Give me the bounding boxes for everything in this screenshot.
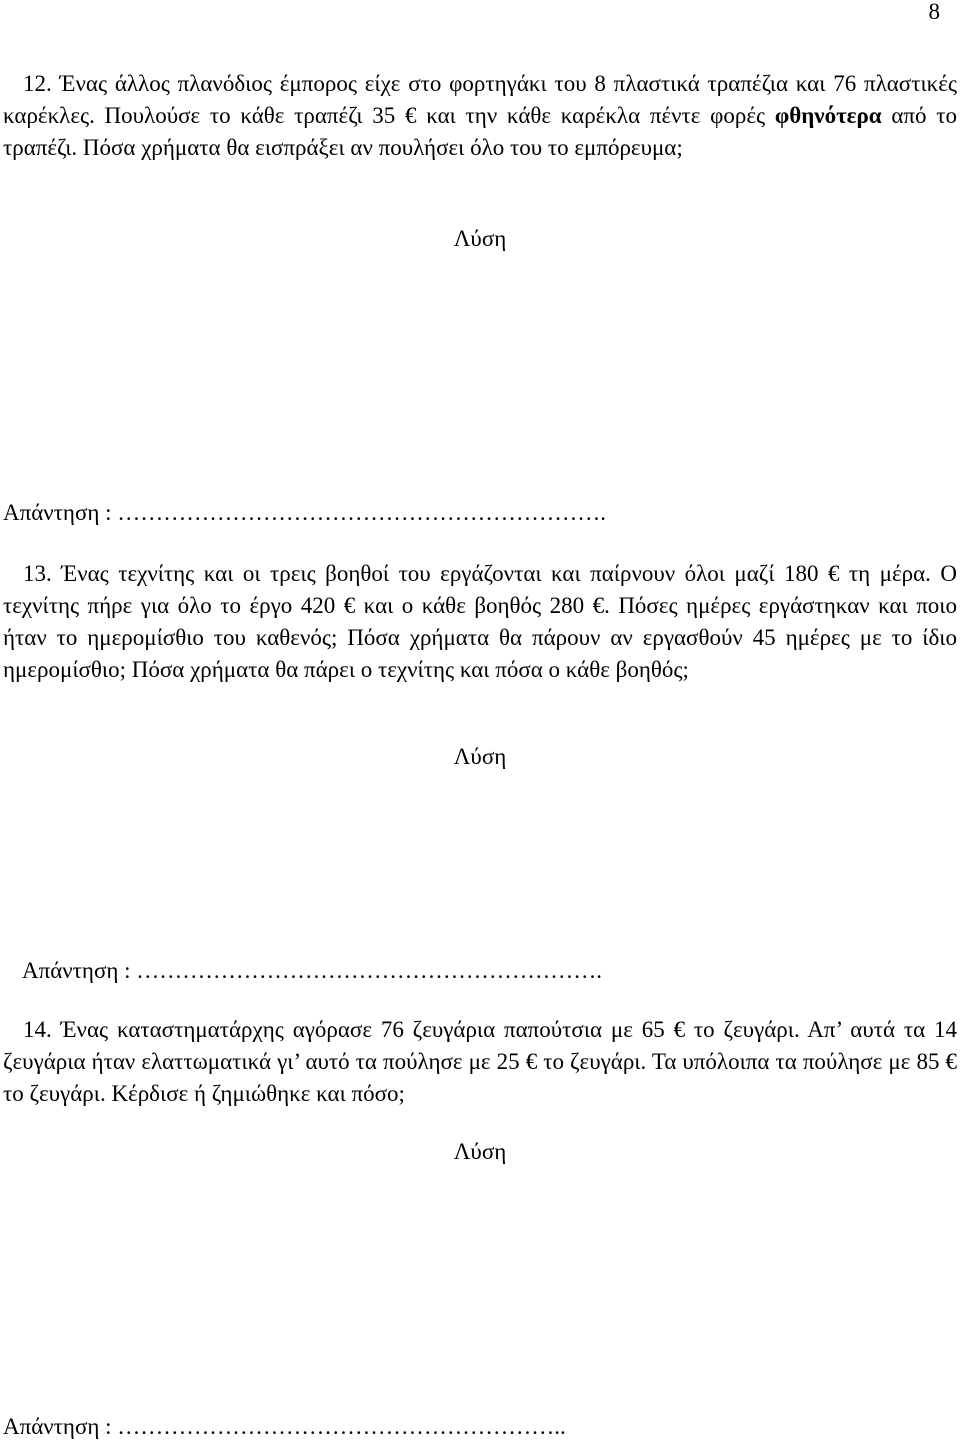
problem-13-body: Ένας τεχνίτης και οι τρεις βοηθοί του εργάζονται και παίρνουν όλοι μαζί 180 € τη μέρα. Ο τεχνίτης πήρε για όλο το έργο 420 € και ο κάθε βοηθός 280 €. Πόσες ημέρες εργάστηκαν και ποιο ήταν το ημερομίσθιο του καθενός; Πόσα χρήματα θα πάρουν αν εργασθούν 45 ημέρες με το ίδιο ημερομίσθιο; Πόσα χρήματα θα πάρει ο τεχνίτης και πόσα ο κάθε βοηθός; (3, 561, 958, 682)
problem-14-answer-line (3, 1411, 566, 1443)
problem-12-text (3, 68, 957, 164)
problem-13-number: 13. (23, 561, 52, 586)
problem-12-solution-label: Λύση (453, 226, 507, 251)
problem-13-answer-label: Απάντηση : (22, 958, 131, 983)
problem-14-number: 14. (23, 1017, 52, 1042)
problem-13-solution-label: Λύση (453, 744, 507, 769)
problem-14-body: Ένας καταστηματάρχης αγόρασε 76 ζευγάρια παπούτσια με 65 € το ζευγάρι. Απ’ αυτά τα 14 ζευγάρια ήταν ελαττωματικά γι’ αυτό τα πούλησε με 25 € το ζευγάρι. Τα υπόλοιπα τα πούλησε με 85 € το ζευγάρι. Κέρδισε ή ζημιώθηκε και πόσο; (3, 1017, 957, 1106)
problem-14-answer-blank[interactable]: ………………………………………………….. (117, 1414, 566, 1439)
problem-12 (3, 68, 957, 164)
problem-12-answer-label: Απάντηση : (3, 500, 112, 525)
problem-13-text (3, 558, 957, 686)
problem-12-bold-word: φθηνότερα (774, 103, 882, 128)
problem-12-answer-blank[interactable]: ………………………………………………………. (117, 500, 607, 525)
page-number: 8 (928, 0, 940, 24)
problem-14-answer-label: Απάντηση : (3, 1414, 112, 1439)
problem-14 (3, 1014, 957, 1110)
problem-13 (3, 558, 957, 686)
problem-14-solution-label: Λύση (453, 1139, 507, 1164)
problem-12-text-start: Ένας άλλος πλανόδιος έμπορος είχε στο φορτηγάκι του 8 πλαστικά τραπέζια και 76 πλαστικές καρέκλες. Πουλούσε το κάθε τραπέζι 35 € και την κάθε καρέκλα πέντε φορές (3, 71, 957, 128)
problem-13-answer-line (22, 955, 602, 987)
problem-12-text-end: από το τραπέζι. Πόσα χρήματα θα εισπράξει αν πουλήσει όλο του το εμπόρευμα; (3, 103, 957, 160)
problem-14-text (3, 1014, 957, 1110)
problem-12-number: 12. (23, 71, 52, 96)
problem-12-answer-line (3, 497, 606, 529)
problem-13-answer-blank[interactable]: ……………………………………………………. (136, 958, 603, 983)
